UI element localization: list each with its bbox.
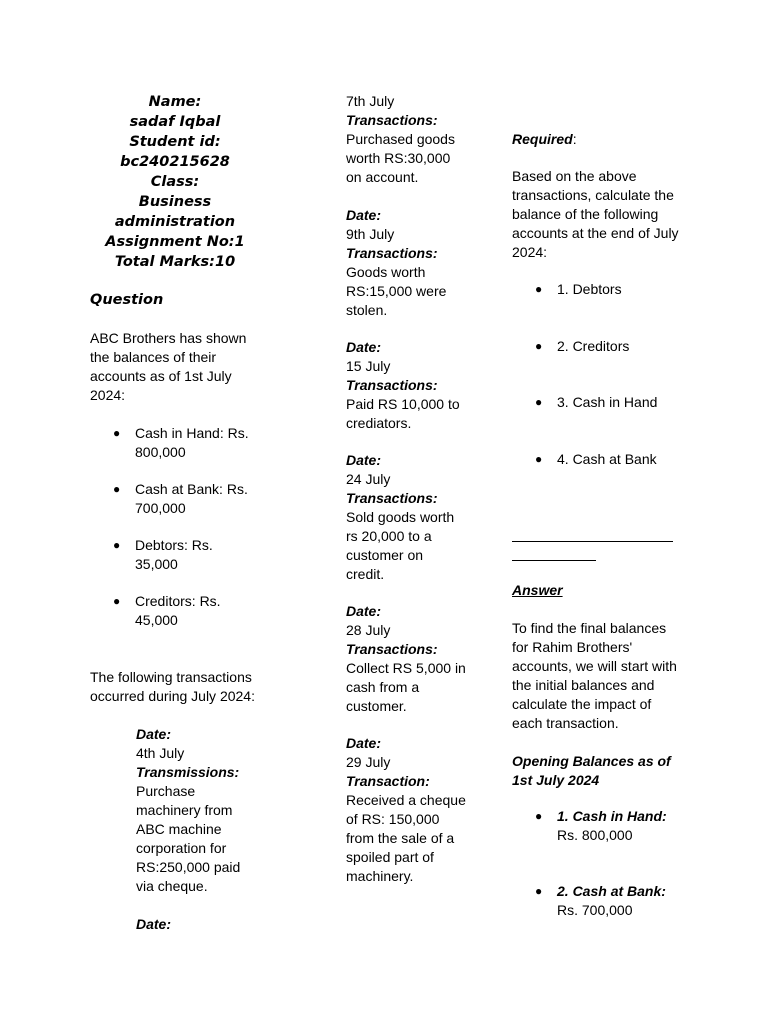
answer-line: for Rahim Brothers' xyxy=(512,639,633,655)
transaction-label: Transactions: xyxy=(346,641,438,657)
date-label: Date: xyxy=(136,726,172,742)
transaction-desc: machinery from xyxy=(136,802,233,818)
transaction-desc: worth RS:30,000 xyxy=(346,150,451,166)
intro-line: accounts as of 1st July xyxy=(90,368,232,384)
class-label: Class: xyxy=(150,174,200,190)
required-line: 2024: xyxy=(512,244,548,260)
list-item xyxy=(535,280,685,299)
transaction-entry xyxy=(346,206,481,320)
transaction-date: 15 July xyxy=(346,358,391,374)
required-colon: : xyxy=(572,131,577,147)
date-label: Date: xyxy=(136,916,172,932)
question-heading: Question xyxy=(90,292,164,308)
intro-line: occurred during July 2024: xyxy=(90,688,255,704)
required-item: 2. Creditors xyxy=(557,338,630,354)
required-item: 1. Debtors xyxy=(557,281,622,297)
transaction-label: Transactions: xyxy=(346,490,438,506)
intro-line: the balances of their xyxy=(90,349,217,365)
required-heading xyxy=(512,130,692,149)
student-id-label: Student id: xyxy=(129,134,221,150)
transaction-desc: credit. xyxy=(346,566,385,582)
opening-balances-list xyxy=(535,807,685,920)
transaction-date: 24 July xyxy=(346,471,391,487)
transaction-desc: of RS: 150,000 xyxy=(346,811,440,827)
transaction-entry xyxy=(346,338,481,433)
transaction-desc: crediators. xyxy=(346,415,412,431)
answer-heading: Answer xyxy=(512,582,563,598)
answer-line: accounts, we will start with xyxy=(512,658,677,674)
transaction-entry xyxy=(346,602,481,716)
intro-line: 2024: xyxy=(90,387,126,403)
opening-item-value: Rs. 700,000 xyxy=(557,902,633,918)
balance-line: Cash in Hand: Rs. xyxy=(135,425,249,441)
answer-section xyxy=(512,581,692,790)
transaction-desc: stolen. xyxy=(346,302,388,318)
transaction-label: Transaction: xyxy=(346,773,430,789)
balance-line: Creditors: Rs. xyxy=(135,593,221,609)
transaction-label: Transactions: xyxy=(346,377,438,393)
balance-line: Debtors: Rs. xyxy=(135,537,213,553)
name-label: Name: xyxy=(148,94,202,110)
transaction-desc: RS:15,000 were xyxy=(346,283,447,299)
total-marks: Total Marks:10 xyxy=(114,254,236,270)
bullet-icon: ● xyxy=(113,594,121,608)
transaction-desc: customer on xyxy=(346,547,424,563)
bullet-icon: ● xyxy=(535,452,543,466)
transaction-desc: from the sale of a xyxy=(346,830,455,846)
class-value-1: Business xyxy=(138,194,212,210)
student-header xyxy=(90,92,260,272)
required-list xyxy=(535,280,685,469)
transaction-date: 28 July xyxy=(346,622,391,638)
class-value-2: administration xyxy=(114,214,236,230)
list-item xyxy=(535,882,685,920)
question-intro xyxy=(90,329,260,405)
list-item xyxy=(113,424,273,462)
required-section xyxy=(512,130,692,262)
opening-heading-line: 1st July 2024 xyxy=(512,772,600,788)
transaction-desc: Collect RS 5,000 in xyxy=(346,660,466,676)
transaction-desc: ABC machine xyxy=(136,821,222,837)
answer-line: the initial balances and xyxy=(512,677,655,693)
balances-list xyxy=(113,424,273,630)
transaction-desc: corporation for xyxy=(136,840,227,856)
balance-line: 35,000 xyxy=(135,556,178,572)
transaction-date: 9th July xyxy=(346,226,395,242)
required-item: 4. Cash at Bank xyxy=(557,451,657,467)
opening-item-label: 1. Cash in Hand: xyxy=(557,808,667,824)
transaction-entry xyxy=(136,725,266,934)
required-line: Based on the above xyxy=(512,168,637,184)
date-label: Date: xyxy=(346,452,382,468)
answer-line: calculate the impact of xyxy=(512,696,652,712)
transaction-desc: on account. xyxy=(346,169,419,185)
date-label: Date: xyxy=(346,603,382,619)
transaction-date: 7th July xyxy=(346,93,395,109)
transaction-date: 4th July xyxy=(136,745,185,761)
list-item xyxy=(535,393,685,412)
assignment-number: Assignment No:1 xyxy=(105,234,245,250)
date-label: Date: xyxy=(346,207,382,223)
transaction-label: Transactions: xyxy=(346,112,438,128)
required-item: 3. Cash in Hand xyxy=(557,394,658,410)
list-item xyxy=(113,592,273,630)
transaction-desc: Purchased goods xyxy=(346,131,455,147)
transaction-desc: via cheque. xyxy=(136,878,208,894)
transaction-desc: cash from a xyxy=(346,679,420,695)
bullet-icon: ● xyxy=(113,426,121,440)
bullet-icon: ● xyxy=(535,809,543,823)
list-item xyxy=(535,337,685,356)
intro-line: The following transactions xyxy=(90,669,252,685)
transaction-desc: Paid RS 10,000 to xyxy=(346,396,460,412)
transaction-desc: Sold goods worth xyxy=(346,509,455,525)
required-line: balance of the following xyxy=(512,206,659,222)
answer-line: To find the final balances xyxy=(512,620,667,636)
bullet-icon: ● xyxy=(113,538,121,552)
date-label: Date: xyxy=(346,339,382,355)
bullet-icon: ● xyxy=(535,339,543,353)
transaction-label: Transmissions: xyxy=(136,764,240,780)
transaction-desc: customer. xyxy=(346,698,407,714)
bullet-icon: ● xyxy=(113,482,121,496)
balance-line: 45,000 xyxy=(135,612,178,628)
transactions-column-2 xyxy=(346,92,481,886)
name-value: sadaf Iqbal xyxy=(129,114,221,130)
divider-line xyxy=(512,541,673,542)
list-item xyxy=(113,536,273,574)
transaction-desc: Goods worth xyxy=(346,264,426,280)
student-id-value: bc240215628 xyxy=(120,154,230,170)
transaction-desc: rs 20,000 to a xyxy=(346,528,432,544)
list-item xyxy=(113,480,273,518)
intro-line: ABC Brothers has shown xyxy=(90,330,247,346)
required-line: accounts at the end of July xyxy=(512,225,679,241)
divider-line xyxy=(512,560,596,561)
transaction-label: Transactions: xyxy=(346,245,438,261)
transaction-desc: machinery. xyxy=(346,868,414,884)
answer-line: each transaction. xyxy=(512,715,619,731)
bullet-icon: ● xyxy=(535,884,543,898)
balance-line: Cash at Bank: Rs. xyxy=(135,481,248,497)
transaction-desc: Purchase xyxy=(136,783,196,799)
transaction-date: 29 July xyxy=(346,754,391,770)
opening-item-value: Rs. 800,000 xyxy=(557,827,633,843)
balance-line: 700,000 xyxy=(135,500,186,516)
balance-line: 800,000 xyxy=(135,444,186,460)
transaction-desc: RS:250,000 paid xyxy=(136,859,241,875)
opening-heading-line: Opening Balances as of xyxy=(512,753,671,769)
transaction-desc: spoiled part of xyxy=(346,849,434,865)
required-text xyxy=(512,167,692,262)
transaction-desc: Received a cheque xyxy=(346,792,466,808)
bullet-icon: ● xyxy=(535,395,543,409)
list-item xyxy=(535,450,685,469)
required-label: Required xyxy=(512,131,573,147)
transaction-entry xyxy=(346,734,481,886)
required-line: transactions, calculate the xyxy=(512,187,674,203)
date-label: Date: xyxy=(346,735,382,751)
answer-text xyxy=(512,619,692,733)
transaction-entry xyxy=(346,92,481,187)
opening-balances-heading xyxy=(512,752,692,790)
list-item xyxy=(535,807,685,845)
opening-item-label: 2. Cash at Bank: xyxy=(557,883,666,899)
transaction-entry xyxy=(346,451,481,584)
transactions-intro xyxy=(90,668,270,706)
bullet-icon: ● xyxy=(535,282,543,296)
